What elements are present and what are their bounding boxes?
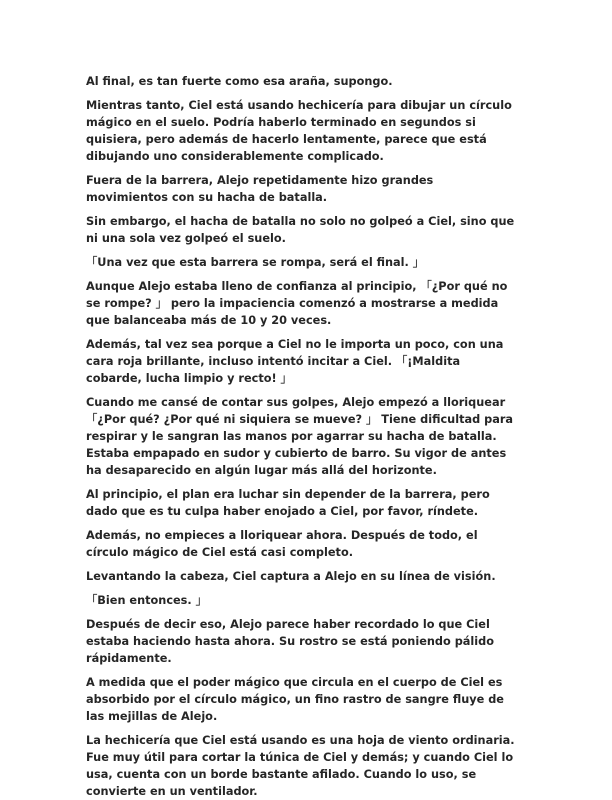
paragraph: Al principio, el plan era luchar sin depender de la barrera, pero dado que es tu culpa haber enojado a Ciel, por favor, ríndete. <box>86 488 490 518</box>
paragraph: Cuando me cansé de contar sus golpes, Alejo empezó a lloriquear「¿Por qué? ¿Por qué ni siquiera se mueve? 」 Tiene dificultad para respirar y le sangran las manos por agarrar su hacha de batalla. Estaba empapado en sudor y cubierto de barro. Su vigor de antes ha desaparecido en algún lugar más allá del horizonte. <box>86 396 514 477</box>
paragraph: La hechicería que Ciel está usando es una hoja de viento ordinaria. Fue muy útil para cortar la túnica de Ciel y demás; y cuando Ciel lo usa, cuenta con un borde bastante afilado. Cuando lo uso, se convierte en un ventilador. <box>86 734 515 798</box>
paragraph: Además, tal vez sea porque a Ciel no le importa un poco, con una cara roja brillante, incluso intentó incitar a Ciel. 「¡Maldita cobarde, lucha limpio y recto! 」 <box>86 338 504 385</box>
paragraph: Fuera de la barrera, Alejo repetidamente hizo grandes movimientos con su hacha de batalla. <box>86 174 434 204</box>
paragraph: Al final, es tan fuerte como esa araña, supongo. <box>86 75 393 88</box>
paragraph: Además, no empieces a lloriquear ahora. Después de todo, el círculo mágico de Ciel está casi completo. <box>86 529 478 559</box>
dialogue-line: 「Una vez que esta barrera se rompa, será el final. 」 <box>86 256 425 269</box>
paragraph: Aunque Alejo estaba lleno de confianza al principio, 「¿Por qué no se rompe? 」 pero la impaciencia comenzó a mostrarse a medida que balanceaba más de 10 y 20 veces. <box>86 280 508 327</box>
paragraph: Levantando la cabeza, Ciel captura a Alejo en su línea de visión. <box>86 570 496 583</box>
dialogue-line: 「Bien entonces. 」 <box>86 594 207 607</box>
paragraph: Mientras tanto, Ciel está usando hechicería para dibujar un círculo mágico en el suelo. Podría haberlo terminado en segundos si quisiera, pero además de hacerlo lentamente, parece que está dibujando uno considerablemente complicado. <box>86 99 512 163</box>
paragraph: A medida que el poder mágico que circula en el cuerpo de Ciel es absorbido por el círculo mágico, un fino rastro de sangre fluye de las mejillas de Alejo. <box>86 676 504 723</box>
paragraph: Después de decir eso, Alejo parece haber recordado lo que Ciel estaba haciendo hasta ahora. Su rostro se está poniendo pálido rápidamente. <box>86 618 495 665</box>
paragraph: Sin embargo, el hacha de batalla no solo no golpeó a Ciel, sino que ni una sola vez golpeó el suelo. <box>86 215 515 245</box>
document-body <box>86 73 516 800</box>
